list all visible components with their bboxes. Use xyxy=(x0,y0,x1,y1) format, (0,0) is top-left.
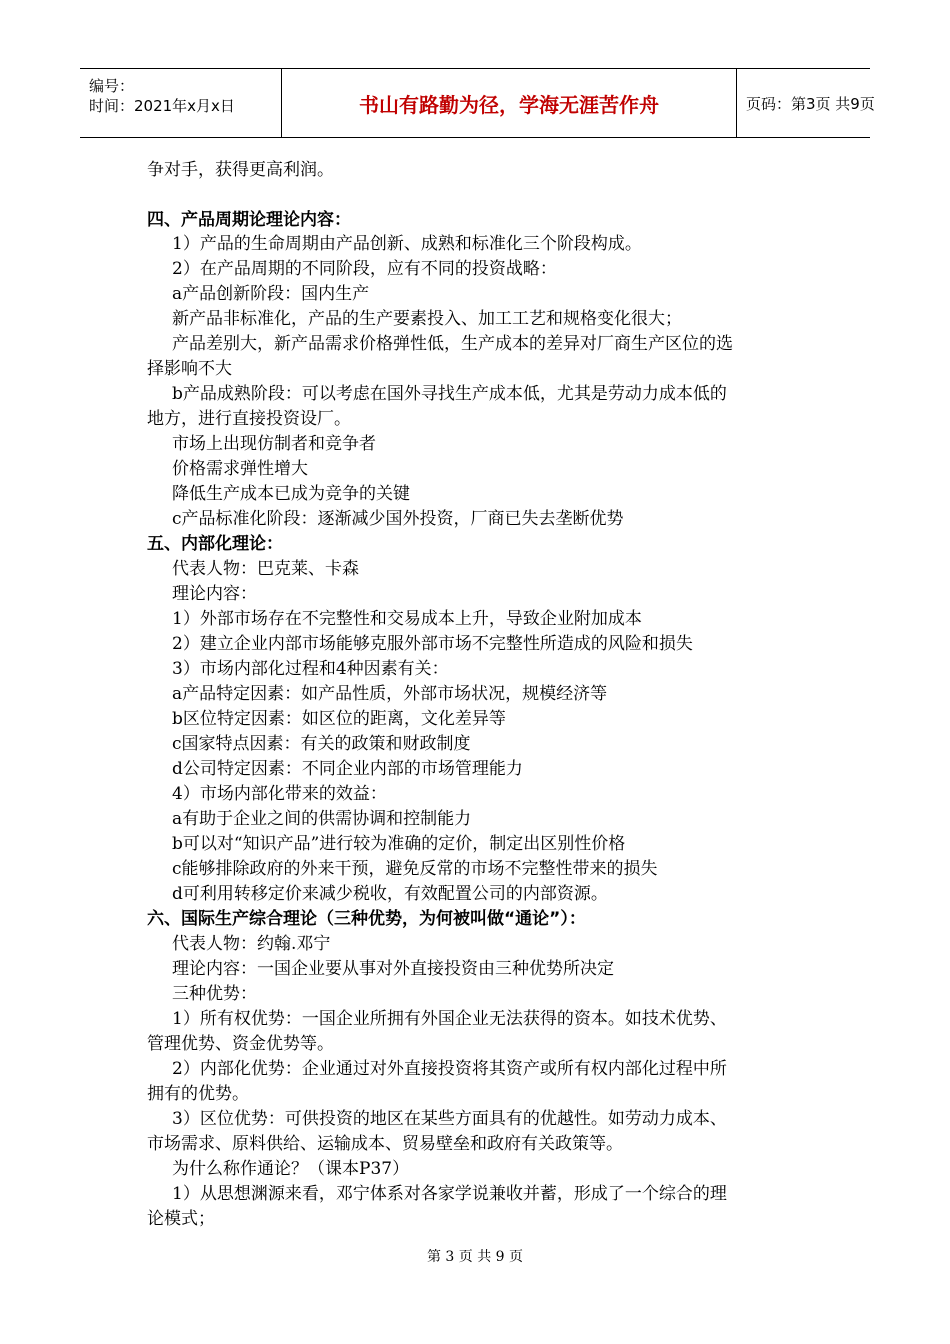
text-line: 择影响不大 xyxy=(147,359,232,379)
text-line: c产品标准化阶段：逐渐减少国外投资，厂商已失去垄断优势 xyxy=(172,509,624,529)
text-line: b可以对“知识产品”进行较为准确的定价，制定出区别性价格 xyxy=(172,834,626,854)
text-line: 三种优势： xyxy=(172,984,257,1004)
motto: 书山有路勤为径，学海无涯苦作舟 xyxy=(359,93,659,117)
text-line: 地方，进行直接投资设厂。 xyxy=(147,409,351,429)
section-heading: 五、内部化理论： xyxy=(147,534,283,554)
section-heading: 四、产品周期论理论内容： xyxy=(147,210,351,230)
text-line: 产品差别大，新产品需求价格弹性低，生产成本的差异对厂商生产区位的选 xyxy=(172,334,733,354)
text-line: 争对手，获得更高利润。 xyxy=(147,160,334,180)
text-line: 2）内部化优势：企业通过对外直接投资将其资产或所有权内部化过程中所 xyxy=(172,1059,727,1079)
text-line: 代表人物：巴克莱、卡森 xyxy=(172,559,359,579)
text-line: 1）产品的生命周期由产品创新、成熟和标准化三个阶段构成。 xyxy=(172,234,642,254)
text-line: d公司特定因素：不同企业内部的市场管理能力 xyxy=(172,759,523,779)
text-line: 1）所有权优势：一国企业所拥有外国企业无法获得的资本。如技术优势、 xyxy=(172,1009,727,1029)
document-date: 时间：2021年x月x日 xyxy=(89,97,235,115)
text-line: 市场上出现仿制者和竞争者 xyxy=(172,434,376,454)
text-line: b产品成熟阶段：可以考虑在国外寻找生产成本低，尤其是劳动力成本低的 xyxy=(172,384,727,404)
header-motto-cell xyxy=(281,69,737,137)
document-number-label: 编号： xyxy=(89,77,135,95)
text-line: b区位特定因素：如区位的距离，文化差异等 xyxy=(172,709,506,729)
header-page-cell xyxy=(736,69,875,137)
text-line: 降低生产成本已成为竞争的关键 xyxy=(172,484,410,504)
text-line: 管理优势、资金优势等。 xyxy=(147,1034,334,1054)
text-line: a有助于企业之间的供需协调和控制能力 xyxy=(172,809,472,829)
text-line: 理论内容： xyxy=(172,584,257,604)
header-page-number: 页码：第3页 共9页 xyxy=(746,95,875,113)
text-line: 4）市场内部化带来的效益： xyxy=(172,784,387,804)
text-line: 2）在产品周期的不同阶段，应有不同的投资战略： xyxy=(172,259,557,279)
text-line: 价格需求弹性增大 xyxy=(172,459,308,479)
text-line: 市场需求、原料供给、运输成本、贸易壁垒和政府有关政策等。 xyxy=(147,1134,623,1154)
text-line: a产品特定因素：如产品性质，外部市场状况，规模经济等 xyxy=(172,684,608,704)
text-line: a产品创新阶段：国内生产 xyxy=(172,284,370,304)
text-line: 1）从思想渊源来看，邓宁体系对各家学说兼收并蓄，形成了一个综合的理 xyxy=(172,1184,727,1204)
page-header xyxy=(80,68,875,138)
text-line: 1）外部市场存在不完整性和交易成本上升，导致企业附加成本 xyxy=(172,609,642,629)
text-line: 拥有的优势。 xyxy=(147,1084,249,1104)
text-line: 3）区位优势：可供投资的地区在某些方面具有的优越性。如劳动力成本、 xyxy=(172,1109,727,1129)
text-line: d可利用转移定价来减少税收，有效配置公司的内部资源。 xyxy=(172,884,608,904)
section-heading: 六、国际生产综合理论（三种优势，为何被叫做“通论”）： xyxy=(147,909,586,929)
header-meta xyxy=(80,69,281,137)
text-line: c国家特点因素：有关的政策和财政制度 xyxy=(172,734,471,754)
text-line: 3）市场内部化过程和4种因素有关： xyxy=(172,659,449,679)
text-line: 论模式； xyxy=(147,1209,215,1229)
text-line: 新产品非标准化，产品的生产要素投入、加工工艺和规格变化很大； xyxy=(172,309,682,329)
text-line: 为什么称作通论？（课本P37） xyxy=(172,1159,410,1179)
text-line: c能够排除政府的外来干预，避免反常的市场不完整性带来的损失 xyxy=(172,859,658,879)
page-footer: 第 3 页 共 9 页 xyxy=(426,1249,524,1265)
text-line: 2）建立企业内部市场能够克服外部市场不完整性所造成的风险和损失 xyxy=(172,634,693,654)
text-line: 代表人物：约翰.邓宁 xyxy=(172,934,331,954)
text-line: 理论内容：一国企业要从事对外直接投资由三种优势所决定 xyxy=(172,959,614,979)
